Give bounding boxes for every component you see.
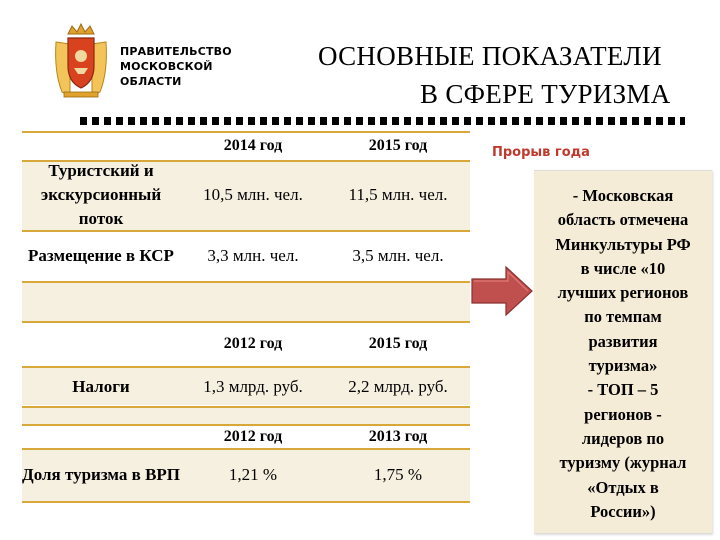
table-cell: 3,3 млн. чел. bbox=[207, 246, 299, 265]
page-title-line-2: В СФЕРЕ ТУРИЗМА bbox=[420, 79, 671, 109]
achievement-line: по темпам bbox=[584, 307, 662, 327]
breakthrough-heading: Прорыв года bbox=[492, 145, 590, 160]
achievement-line: - Московская bbox=[572, 186, 674, 205]
achievement-line: Минкультуры РФ bbox=[555, 234, 691, 254]
table-cell: 3,5 млн. чел. bbox=[352, 246, 444, 265]
table-header-cell: 2014 год bbox=[223, 137, 283, 154]
table-rule bbox=[22, 281, 470, 283]
table-cell: 1,75 % bbox=[373, 465, 423, 484]
table-rule bbox=[22, 406, 470, 408]
dotted-divider bbox=[80, 117, 685, 125]
org-line-2: МОСКОВСКОЙ bbox=[120, 60, 213, 73]
table-cell: 1,3 млрд. руб. bbox=[203, 376, 303, 396]
org-line-1: ПРАВИТЕЛЬСТВО bbox=[120, 45, 232, 58]
achievement-text bbox=[536, 184, 710, 524]
table-header-cell: 2012 год bbox=[223, 335, 283, 352]
table-row-bg bbox=[22, 408, 470, 424]
achievement-line: «Отдых в bbox=[587, 477, 659, 497]
achievement-line: область отмечена bbox=[557, 210, 689, 230]
table-row-label: Доля туризма в ВРП bbox=[22, 465, 181, 484]
table-header-cell: 2013 год bbox=[368, 427, 428, 445]
table-header-cell: 2015 год bbox=[368, 137, 428, 154]
table-header-cell: 2012 год bbox=[223, 427, 283, 445]
table-cell: 1,21 % bbox=[228, 465, 278, 484]
table-row-bg bbox=[22, 283, 470, 321]
table-row-label: Туристский и экскурсионный поток bbox=[40, 161, 162, 228]
coat-of-arms-icon bbox=[50, 22, 112, 100]
achievement-line: лидеров по bbox=[581, 428, 665, 448]
page-title-line-1: ОСНОВНЫЕ ПОКАЗАТЕЛИ bbox=[318, 41, 662, 71]
achievement-line: России») bbox=[590, 501, 656, 521]
table-row-label: Размещение в КСР bbox=[28, 246, 174, 265]
achievement-line: лучших регионов bbox=[557, 283, 689, 303]
achievement-line: туризма» bbox=[588, 356, 658, 376]
org-line-3: ОБЛАСТИ bbox=[120, 75, 182, 88]
achievement-line: в числе «10 bbox=[580, 258, 666, 278]
achievement-line: развития bbox=[588, 331, 658, 351]
achievement-line: - ТОП – 5 bbox=[587, 380, 659, 400]
table-row-label: Налоги bbox=[72, 376, 130, 396]
table-cell: 2,2 млрд. руб. bbox=[348, 376, 448, 396]
right-arrow-icon bbox=[470, 263, 536, 319]
achievement-line: туризму (журнал bbox=[559, 453, 687, 473]
table-rule bbox=[22, 501, 470, 503]
achievement-line: регионов - bbox=[584, 404, 662, 424]
table-header-cell: 2015 год bbox=[368, 335, 428, 352]
organization-name bbox=[120, 44, 232, 89]
table-cell: 11,5 млн. чел. bbox=[348, 185, 448, 204]
table-cell: 10,5 млн. чел. bbox=[203, 185, 303, 204]
